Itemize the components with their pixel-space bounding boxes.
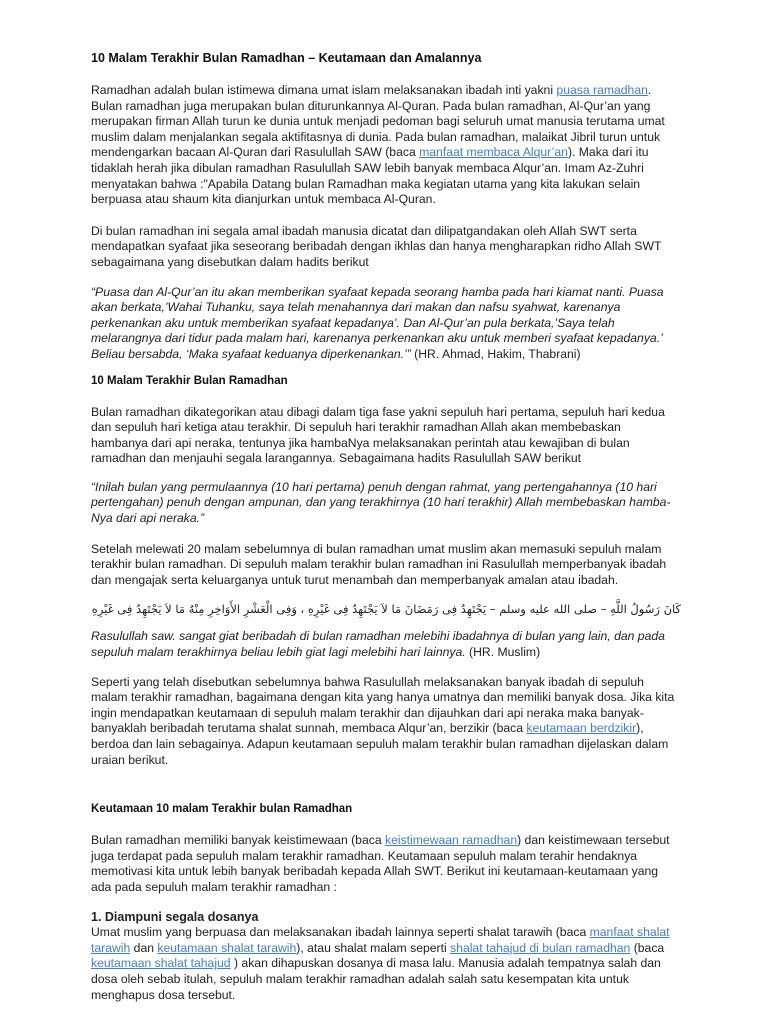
link-manfaat-membaca-alquran[interactable]: manfaat membaca Alqur’an [419,145,568,160]
paragraph-20-malam: Setelah melewati 20 malam sebelumnya di bulan ramadhan umat muslim akan memasuki sepuluh malam terakhir bulan ramadhan. Di sepuluh malam terakhir bulan ramadhan ini Rasulullah memperbanyak ibadah dan mengajak serta keluarganya untuk turut menambah dan memperbanyak amalan atau ibadah. [91,541,667,587]
article [91,50,681,1003]
paragraph-keistimewaan: Bulan ramadhan memiliki banyak keistimewaan (baca keistimewaan ramadhan) dan keistimewaan tersebut juga terdapat pada sepuluh malam terakhir ramadhan. Keutamaan sepuluh malam terahir hendaknya memotivasi kita untuk lebih banyak beribadah kepada Allah SWT. Berikut ini keutamaan-keutamaan yang ada pada sepuluh malam terakhir ramadhan : [91,833,670,894]
section-heading-keutamaan: Keutamaan 10 malam Terakhir bulan Ramadhan [91,803,353,816]
link-manfaat-shalat-tarawih[interactable]: manfaat shalat tarawih [91,925,670,955]
link-keutamaan-shalat-tahajud[interactable]: keutamaan shalat tahajud [91,956,231,971]
paragraph-intro: Ramadhan adalah bulan istimewa dimana umat islam melaksanakan ibadah inti yakni puasa ramadhan. Bulan ramadhan juga merupakan bulan diturunkannya Al-Quran. Pada bulan ramadhan, Al-Qur’an yang merupakan firman Allah turun ke dunia untuk menjadi pedoman bagi seluruh umat manusia terutama umat muslim dalam menjalankan segala aktifitasnya di dunia. Pada bulan ramadhan, malaikat Jibril turun untuk mendengarkan bacaan Al-Quran dari Rasulullah SAW (baca manfaat membaca Alqur’an). Maka dari itu tidaklah herah jika dibulan ramadhan Rasulullah SAW lebih banyak membaca Alqur’an. Imam Az-Zuhri menyatakan bahwa :"Apabila Datang bulan Ramadhan maka kegiatan utama yang kita lakukan selain berpuasa atau shaum kita dianjurkan untuk membaca Al-Quran. [91,83,665,207]
subheading-diampuni-dosa: 1. Diampuni segala dosanya [91,909,259,924]
section-heading-10-malam: 10 Malam Terakhir Bulan Ramadhan [91,374,288,387]
hadith-quote-rahmat: “Inilah bulan yang permulaannya (10 hari pertama) penuh dengan rahmat, yang pertengahannya (10 hari pertengahan) penuh dengan ampunan, dan yang terakhirnya (10 hari terakhir) Allah membebaskan hamba-Nya dari api neraka.” [91,479,671,526]
article-title: 10 Malam Terakhir Bulan Ramadhan – Keutamaan dan Amalannya [91,51,482,65]
paragraph-sepuluh-malam: Seperti yang telah disebutkan sebelumnya bahwa Rasulullah melaksanakan banyak ibadah di sepuluh malam terakhir ramadhan, bagaimana dengan kita yang hanya umatnya dan memiliki banyak dosa. Jika kita ingin mendapatkan keutamaan di sepuluh malam terakhir dan dijauhkan dari api neraka maka banyak-banyaklah beribadah terutama shalat sunnah, membaca Alqur’an, berzikir (baca keutamaan berdzikir), berdoa dan lain sebagainya. Adapun keutamaan sepuluh malam terakhir bulan ramadhan dijelaskan dalam uraian berikut. [91,674,675,767]
paragraph-syafaat: Di bulan ramadhan ini segala amal ibadah manusia dicatat dan dilipatgandakan oleh Allah SWT serta mendapatkan syafaat jika seseorang beribadah dengan ikhlas dan hanya mengharapkan ridho Allah SWT sebagaimana yang disebutkan dalam hadits berikut [91,223,662,269]
link-keutamaan-shalat-tarawih[interactable]: keutamaan shalat tarawih [157,940,297,955]
link-shalat-tahajud-ramadhan[interactable]: shalat tahajud di bulan ramadhan [450,940,631,955]
hadith-quote-muslim: Rasulullah saw. sangat giat beribadah di bulan ramadhan melebihi ibadahnya di bulan yang lain, dan pada sepuluh malam terakhirnya beliau lebih giat lagi melebihi hari lainnya. (HR. Muslim) [91,629,665,660]
paragraph-tiga-fase: Bulan ramadhan dikategorikan atau dibagi dalam tiga fase yakni sepuluh hari pertama, sepuluh hari kedua dan sepuluh hari ketiga atau terakhir. Di sepuluh hari terakhir ramadhan Allah akan membebaskan hambanya dari api neraka, tentunya jika hambaNya melaksanakan perintah atau kewajiban di bulan ramadhan dan menjauhi segala larangannya. Sebagaimana hadits Rasulullah SAW berikut [91,404,665,466]
hadith-quote-syafaat: “Puasa dan Al-Qur’an itu akan memberikan syafaat kepada seorang hamba pada hari kiamat nanti. Puasa akan berkata,’Wahai Tuhanku, saya telah menahannya dari makan dan nafsu syahwat, karenanya perkenankan aku untuk memberikan syafaat kepadanya’. Dan Al-Qur’an pula berkata,’Saya telah melarangnya dari tidur pada malam hari, karenanya perkenankan aku untuk memberi syafaat kepadanya.’ Beliau bersabda, ‘Maka syafaat keduanya diperkenankan.’” (HR. Ahmad, Hakim, Thabrani) [91,284,664,361]
link-puasa-ramadhan[interactable]: puasa ramadhan [556,83,648,97]
paragraph-diampuni-dosa: Umat muslim yang berpuasa dan melaksanakan ibadah lainnya seperti shalat tarawih (baca manfaat shalat tarawih dan keutamaan shalat tarawih), atau shalat malam seperti shalat tahajud di bulan ramadhan (baca keutamaan shalat tahajud ) akan dihapuskan dosanya di masa lalu. Manusia adalah tempatnya salah dan dosa oleh sebab itulah, sepuluh malam terakhir ramadhan adalah salah satu kesempatan kita untuk menghapus dosa tersebut. [91,925,670,1002]
link-keutamaan-berdzikir[interactable]: keutamaan berdzikir [526,721,637,736]
link-keistimewaan-ramadhan[interactable]: keistimewaan ramadhan [385,833,518,848]
arabic-hadith: كَانَ رَسُولُ اللَّهِ – صلى الله عليه وسلم – يَجْتَهِدُ فِى رَمَضَانَ مَا لاَ يَجْتَهِدُ فِى غَيْرِهِ ، وَفِى الْعَشْرِ الأَوَاخِرِ مِنْهُ مَا لاَ يَجْتَهِدُ فِى غَيْرِهِ [91,602,681,617]
